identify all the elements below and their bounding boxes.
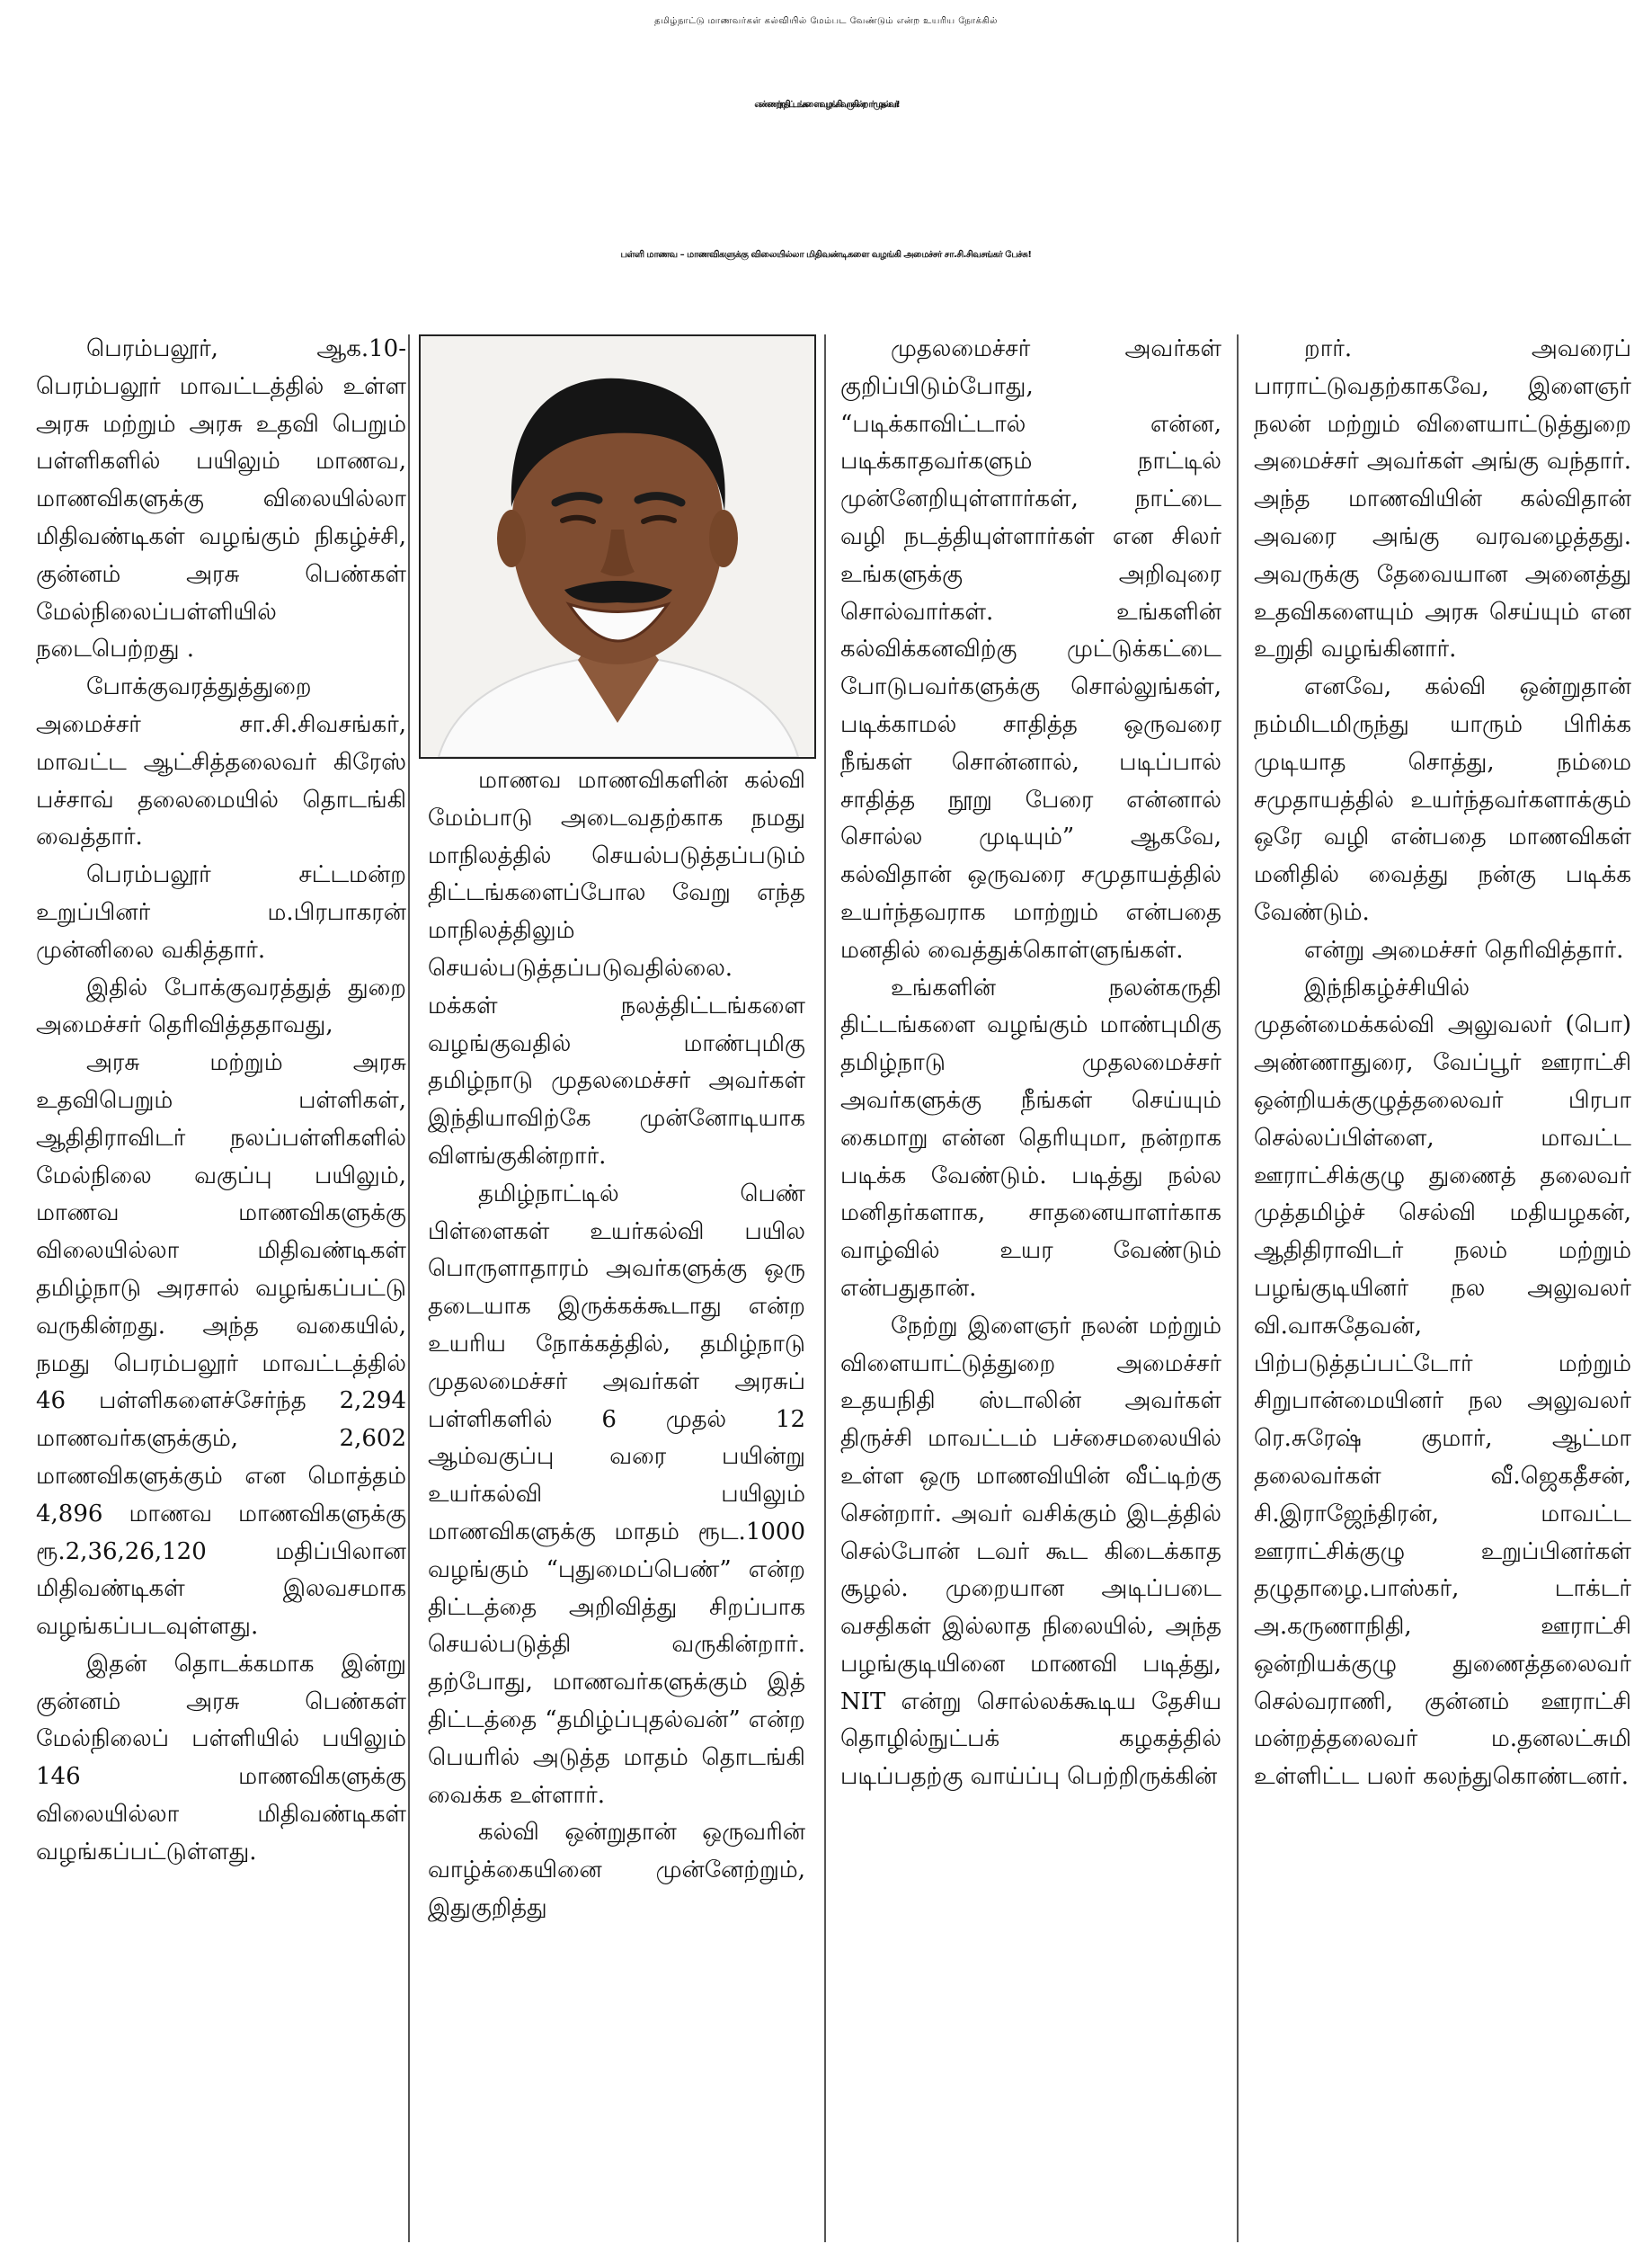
paragraph: முதலமைச்சர் அவர்கள் குறிப்பிடும்போது, “படிக்காவிட்டால் என்ன, படிக்காதவர்களும் நாட்டில் முன்னேறியுள்ளார்கள், நாட்டை வழி நடத்தியுள்ளார்கள் என சிலர் உங்களுக்கு அறிவுரை சொல்வார்கள். உங்களின் கல்விக்கனவிற்கு முட்டுக்கட்டை போடுபவர்களுக்கு சொல்லுங்கள், படிக்காமல் சாதித்த ஒருவரை நீங்கள் சொன்னால், படிப்பால் சாதித்த நூறு பேரை என்னால் சொல்ல முடியும்” ஆகவே, கல்விதான் ஒருவரை சமுதாயத்தில் உயர்ந்தவராக மாற்றும் என்பதை மனதில் வைத்துக்கொள்ளுங்கள். xyxy=(840,335,1221,964)
minister-photo xyxy=(419,334,816,759)
paragraph: பெரம்பலூர், ஆக.10- பெரம்பலூர் மாவட்டத்தில் உள்ள அரசு மற்றும் அரசு உதவி பெறும் பள்ளிகளில் பயிலும் மாணவ, மாணவிகளுக்கு விலையில்லா மிதிவண்டிகள் வழங்கும் நிகழ்ச்சி, குன்னம் அரசு பெண்கள் மேல்நிலைப்பள்ளியில் நடைபெற்றது . xyxy=(36,335,406,663)
headline: எண்ணற்ற திட்டங்களை வழங்கி வருகின்றார் முதல்வர்! xyxy=(754,100,898,110)
paragraph: கல்வி ஒன்றுதான் ஒருவரின் வாழ்க்கையினை முன்னேற்றும், இதுகுறித்து xyxy=(428,1819,805,1921)
paragraph: போக்குவரத்துத்துறை அமைச்சர் சா.சி.சிவசங்கர், மாவட்ட ஆட்சித்தலைவர் கிரேஸ் பச்சாவ் தலைமையில் தொடங்கி வைத்தார். xyxy=(36,673,406,851)
subheadline: பள்ளி மாணவ – மாணவிகளுக்கு விலையில்லா மிதிவண்டிகளை வழங்கி அமைச்சர் சா.சி.சிவசங்கர் பேச்சு! xyxy=(620,250,1032,260)
paragraph: இதில் போக்குவரத்துத் துறை அமைச்சர் தெரிவித்ததாவது, xyxy=(36,974,406,1039)
article-column-3 xyxy=(840,331,1221,2244)
column-rule xyxy=(824,334,826,2242)
paragraph: தமிழ்நாட்டில் பெண் பிள்ளைகள் உயர்கல்வி பயில பொருளாதாரம் அவர்களுக்கு ஒரு தடையாக இருக்கக்கூடாது என்ற உயரிய நோக்கத்தில், தமிழ்நாடு முதலமைச்சர் அவர்கள் அரசுப் பள்ளிகளில் 6 முதல் 12 ஆம்வகுப்பு வரை பயின்று உயர்கல்வி பயிலும் மாணவிகளுக்கு மாதம் ரூட.1000 வழங்கும் “புதுமைப்பெண்” என்ற திட்டத்தை அறிவித்து சிறப்பாக செயல்படுத்தி வருகின்றார். தற்போது, மாணவர்களுக்கும் இத் திட்டத்தை “தமிழ்ப்புதல்வன்” என்ற பெயரில் அடுத்த மாதம் தொடங்கி வைக்க உள்ளார். xyxy=(428,1180,805,1809)
column-rule xyxy=(408,334,410,2242)
article-column-1 xyxy=(36,331,406,2244)
article-column-2 xyxy=(428,762,805,2244)
paragraph: றார். அவரைப் பாராட்டுவதற்காகவே, இளைஞர் நலன் மற்றும் விளையாட்டுத்துறை அமைச்சர் அவர்கள் அங்கு வந்தார். அந்த மாணவியின் கல்விதான் அவரை அங்கு வரவழைத்தது. அவருக்கு தேவையான அனைத்து உதவிகளையும் அரசு செய்யும் என உறுதி வழங்கினார். xyxy=(1254,335,1631,663)
paragraph: பெரம்பலூர் சட்டமன்ற உறுப்பினர் ம.பிரபாகரன் முன்னிலை வகித்தார். xyxy=(36,861,406,964)
article-column-4 xyxy=(1254,331,1631,2244)
paragraph: என்று அமைச்சர் தெரிவித்தார். xyxy=(1304,936,1624,964)
paragraph: இதன் தொடக்கமாக இன்று குன்னம் அரசு பெண்கள் மேல்நிலைப் பள்ளியில் பயிலும் 146 மாணவிகளுக்கு விலையில்லா மிதிவண்டிகள் வழங்கப்பட்டுள்ளது. xyxy=(36,1650,406,1866)
column-rule xyxy=(1237,334,1239,2242)
paragraph: எனவே, கல்வி ஒன்றுதான் நம்மிடமிருந்து யாரும் பிரிக்க முடியாத சொத்து, நம்மை சமுதாயத்தில் உயர்ந்தவர்களாக்கும் ஒரே வழி என்பதை மாணவிகள் மனிதில் வைத்து நன்கு படிக்க வேண்டும். xyxy=(1254,673,1631,926)
paragraph: நேற்று இளைஞர் நலன் மற்றும் விளையாட்டுத்துறை அமைச்சர் உதயநிதி ஸ்டாலின் அவர்கள் திருச்சி மாவட்டம் பச்சைமலையில் உள்ள ஒரு மாணவியின் வீட்டிற்கு சென்றார். அவர் வசிக்கும் இடத்தில் செல்போன் டவர் கூட கிடைக்காத சூழல். முறையான அடிப்படை வசதிகள் இல்லாத நிலையில், அந்த பழங்குடியினை மாணவி படித்து, NIT என்று சொல்லக்கூடிய தேசிய தொழில்நுட்பக் கழகத்தில் படிப்பதற்கு வாய்ப்பு பெற்றிருக்கின் xyxy=(840,1312,1221,1791)
kicker: தமிழ்நாட்டு மாணவர்கள் கல்வியில் மேம்பட வேண்டும் என்ற உயரிய நோக்கில் xyxy=(654,16,998,26)
paragraph: உங்களின் நலன்கருதி திட்டங்களை வழங்கும் மாண்புமிகு தமிழ்நாடு முதலமைச்சர் அவர்களுக்கு நீங்கள் செய்யும் கைமாறு என்ன தெரியுமா, நன்றாக படிக்க வேண்டும். படித்து நல்ல மனிதர்களாக, சாதனையாளர்காக வாழ்வில் உயர வேண்டும் என்பதுதான். xyxy=(840,974,1221,1302)
portrait-illustration xyxy=(421,336,814,757)
paragraph: இந்நிகழ்ச்சியில் முதன்மைக்கல்வி அலுவலர் (பொ) அண்ணாதுரை, வேப்பூர் ஊராட்சி ஒன்றியக்குழுத்தலைவர் பிரபா செல்லப்பிள்ளை, மாவட்ட ஊராட்சிக்குழு துணைத் தலைவர் முத்தமிழ்ச் செல்வி மதியழகன், ஆதிதிராவிடர் நலம் மற்றும் பழங்குடியினர் நல அலுவலர் வி.வாசுதேவன், பிற்படுத்தப்பட்டோர் மற்றும் சிறுபான்மையினர் நல அலுவலர் ரெ.சுரேஷ் குமார், ஆட்மா தலைவர்கள் வீ.ஜெகதீசன், சி.இராஜேந்திரன், மாவட்ட ஊராட்சிக்குழு உறுப்பினர்கள் தழுதாழை.பாஸ்கர், டாக்டர் அ.கருணாநிதி, ஊராட்சி ஒன்றியக்குழு துணைத்தலைவர் செல்வராணி, குன்னம் ஊராட்சி மன்றத்தலைவர் ம.தனலட்சுமி உள்ளிட்ட பலர் கலந்துகொண்டனர். xyxy=(1254,974,1631,1791)
paragraph: அரசு மற்றும் அரசு உதவிபெறும் பள்ளிகள், ஆதிதிராவிடர் நலப்பள்ளிகளில் மேல்நிலை வகுப்பு பயிலும், மாணவ மாணவிகளுக்கு விலையில்லா மிதிவண்டிகள் தமிழ்நாடு அரசால் வழங்கப்பட்டு வருகின்றது. அந்த வகையில், நமது பெரம்பலூர் மாவட்டத்தில் 46 பள்ளிகளைச்சேர்ந்த 2,294 மாணவர்களுக்கும், 2,602 மாணவிகளுக்கும் என மொத்தம் 4,896 மாணவ மாணவிகளுக்கு ரூ.2,36,26,120 மதிப்பிலான மிதிவண்டிகள் இலவசமாக வழங்கப்படவுள்ளது. xyxy=(36,1049,406,1641)
paragraph: மாணவ மாணவிகளின் கல்வி மேம்பாடு அடைவதற்காக நமது மாநிலத்தில் செயல்படுத்தப்படும் திட்டங்களைப்போல வேறு எந்த மாநிலத்திலும் செயல்படுத்தப்படுவதில்லை. மக்கள் நலத்திட்டங்களை வழங்குவதில் மாண்புமிகு தமிழ்நாடு முதலமைச்சர் அவர்கள் இந்தியாவிற்கே முன்னோடியாக விளங்குகின்றார். xyxy=(428,767,805,1170)
